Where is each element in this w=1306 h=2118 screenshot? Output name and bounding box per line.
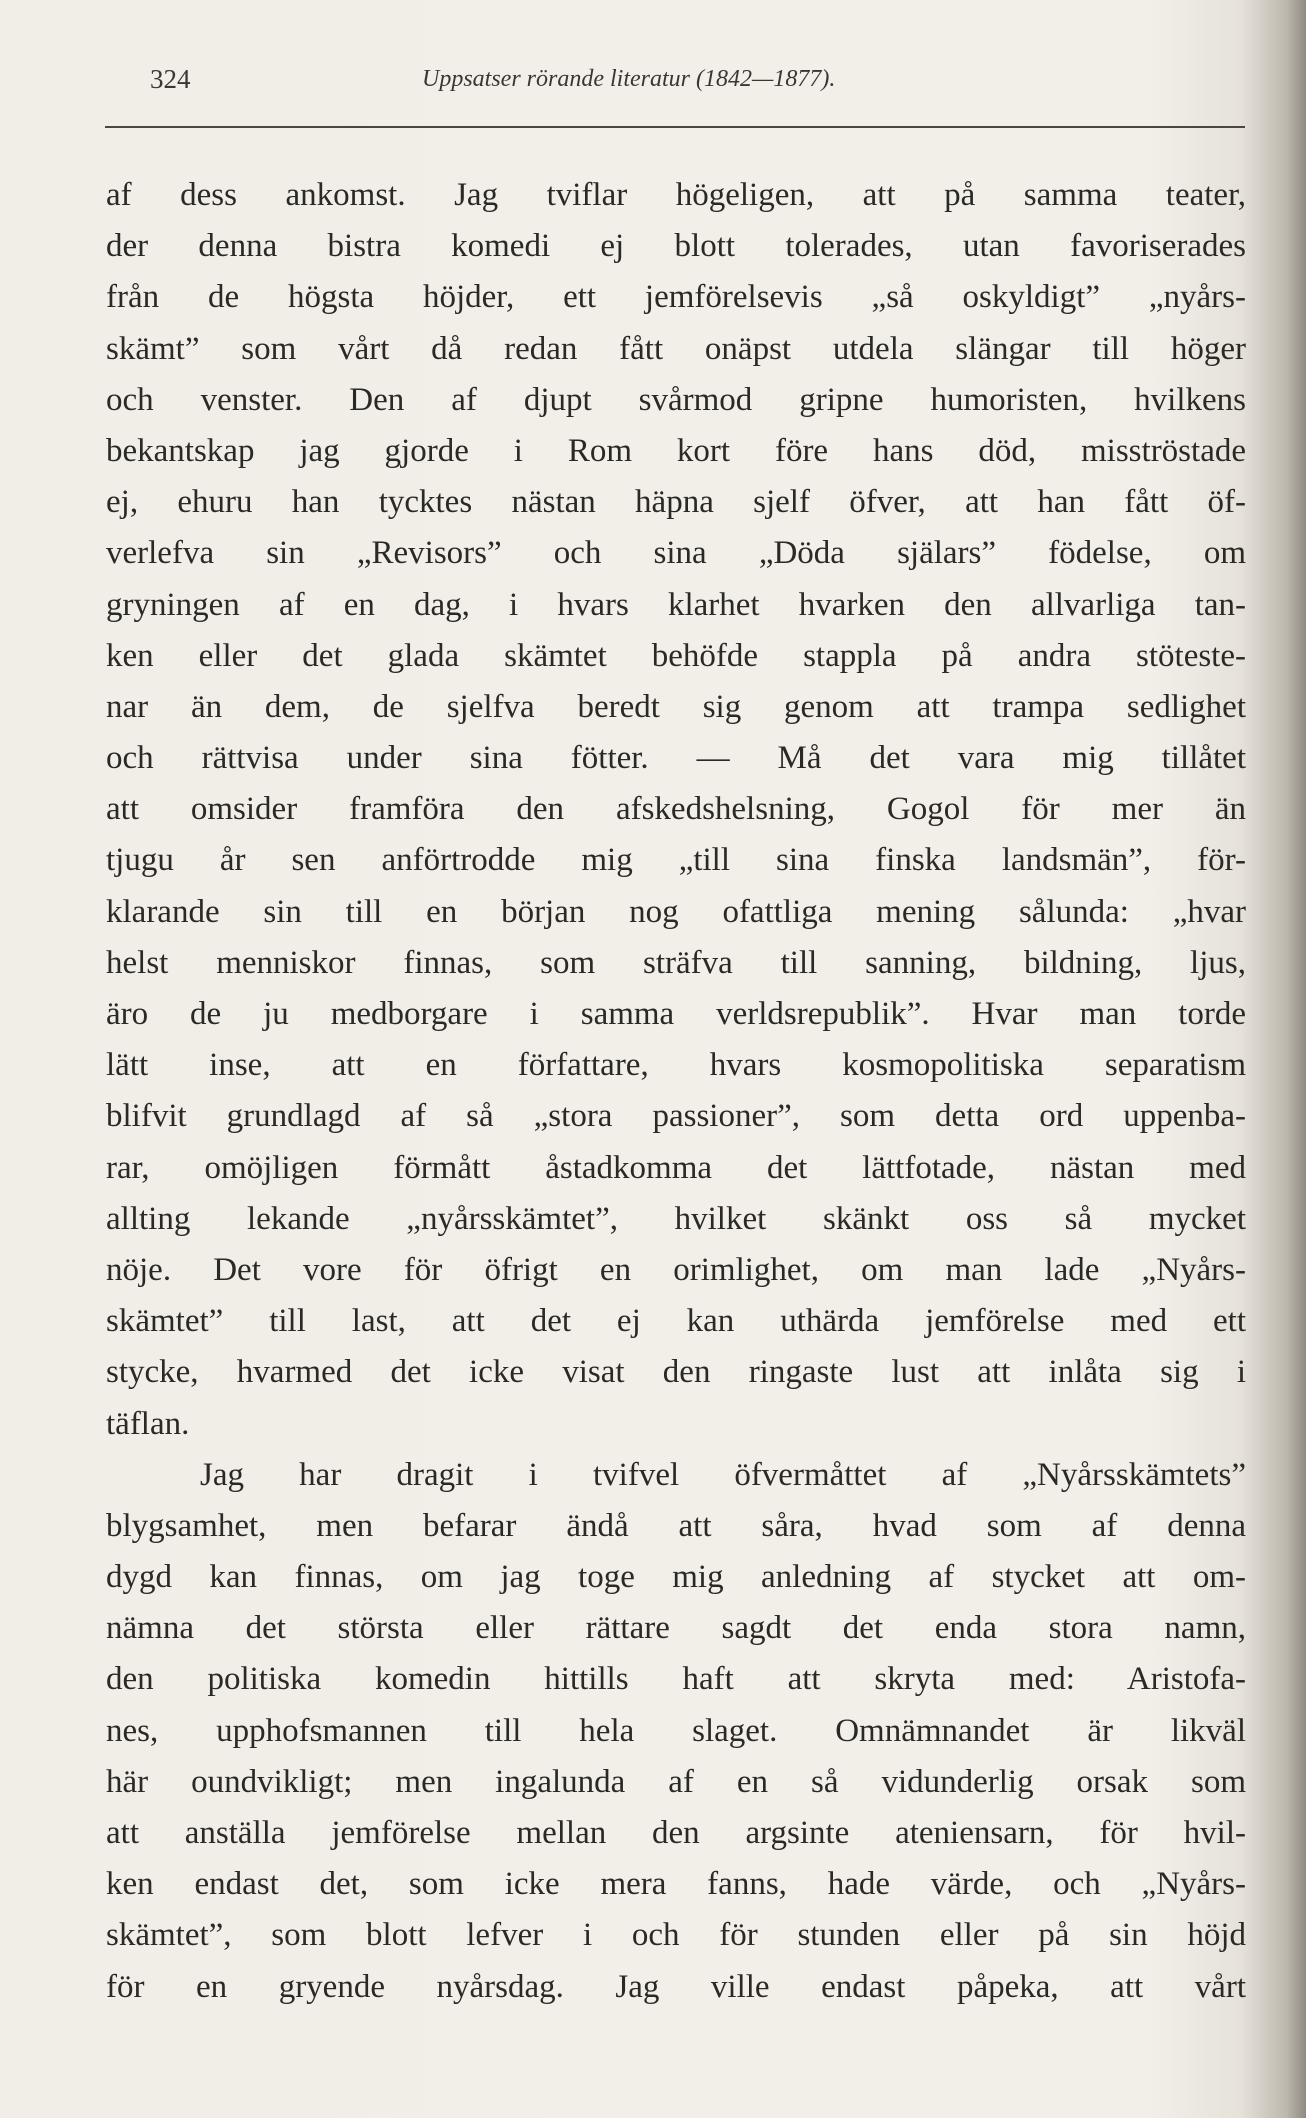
text-line: allting lekande „nyårsskämtet”, hvilket skänkt oss så mycket — [106, 1200, 1246, 1237]
text-line: lätt inse, att en författare, hvars kosmopolitiska separatism — [106, 1047, 1246, 1084]
text-line: att anställa jemförelse mellan den argsinte ateniensarn, för hvil- — [106, 1815, 1246, 1851]
text-line: här oundvikligt; men ingalunda af en så vidunderlig orsak som — [106, 1763, 1246, 1800]
text-line: verlefva sin „Revisors” och sina „Döda själars” födelse, om — [106, 535, 1246, 572]
header-rule — [105, 126, 1245, 128]
text-line: Jag har dragit i tvifvel öfvermåttet af „Nyårsskämtets” — [200, 1456, 1246, 1493]
page-number: 324 — [150, 64, 191, 94]
running-head — [150, 60, 1245, 100]
text-line: att omsider framföra den afskedshelsning, Gogol för mer än — [106, 791, 1246, 828]
text-line: den politiska komedin hittills haft att skryta med: Aristofa- — [106, 1661, 1246, 1698]
running-title: Uppsatser rörande literatur (1842—1877). — [422, 66, 836, 92]
text-line: nöje. Det vore för öfrigt en orimlighet, om man lade „Nyårs- — [106, 1251, 1246, 1288]
text-line: blygsamhet, men befarar ändå att såra, hvad som af denna — [106, 1507, 1246, 1544]
text-line: gryningen af en dag, i hvars klarhet hvarken den allvarliga tan- — [106, 586, 1246, 623]
text-line: bekantskap jag gjorde i Rom kort före hans död, misströstade — [106, 432, 1246, 469]
text-line: äro de ju medborgare i samma verldsrepublik”. Hvar man torde — [106, 996, 1246, 1032]
text-line: nes, upphofsmannen till hela slaget. Omnämnandet är likväl — [106, 1712, 1246, 1749]
text-line: tjugu år sen anförtrodde mig „till sina finska landsmän”, för- — [106, 842, 1246, 879]
text-line: rar, omöjligen förmått åstadkomma det lättfotade, nästan med — [106, 1149, 1246, 1186]
text-line: nämna det största eller rättare sagdt det enda stora namn, — [106, 1610, 1246, 1647]
text-line: dygd kan finnas, om jag toge mig anledning af stycket att om- — [106, 1559, 1246, 1596]
text-line: nar än dem, de sjelfva beredt sig genom att trampa sedlighet — [106, 688, 1246, 725]
text-line: klarande sin till en början nog ofattliga mening sålunda: „hvar — [106, 893, 1246, 930]
text-line: från de högsta höjder, ett jemförelsevis „så oskyldigt” „nyårs- — [106, 279, 1246, 316]
text-line: blifvit grundlagd af så „stora passioner”, som detta ord uppenba- — [106, 1098, 1246, 1135]
text-line: för en gryende nyårsdag. Jag ville endast påpeka, att vårt — [106, 1968, 1246, 2005]
text-line: skämtet”, som blott lefver i och för stunden eller på sin höjd — [106, 1917, 1246, 1954]
body-text — [106, 170, 1246, 2013]
text-line: helst menniskor finnas, som sträfva till sanning, bildning, ljus, — [106, 944, 1246, 981]
text-line: och rättvisa under sina fötter. — Må det vara mig tillåtet — [106, 740, 1246, 777]
paragraph-2 — [106, 1450, 1246, 2013]
text-line: der denna bistra komedi ej blott tolerades, utan favoriserades — [106, 228, 1246, 265]
text-line: ken eller det glada skämtet behöfde stappla på andra stöteste- — [106, 637, 1246, 674]
text-line: täflan. — [106, 1405, 190, 1442]
text-line: ken endast det, som icke mera fanns, hade värde, och „Nyårs- — [106, 1866, 1246, 1903]
text-line: ej, ehuru han tycktes nästan häpna sjelf öfver, att han fått öf- — [106, 484, 1246, 521]
text-line: af dess ankomst. Jag tviflar högeligen, att på samma teater, — [106, 177, 1246, 213]
text-line: skämt” som vårt då redan fått onäpst utdela slängar till höger — [106, 330, 1246, 367]
paragraph-1 — [106, 170, 1246, 1450]
text-line: skämtet” till last, att det ej kan uthärda jemförelse med ett — [106, 1303, 1246, 1340]
text-line: stycke, hvarmed det icke visat den ringaste lust att inlåta sig i — [106, 1354, 1246, 1391]
text-line: och venster. Den af djupt svårmod gripne humoristen, hvilkens — [106, 381, 1246, 418]
